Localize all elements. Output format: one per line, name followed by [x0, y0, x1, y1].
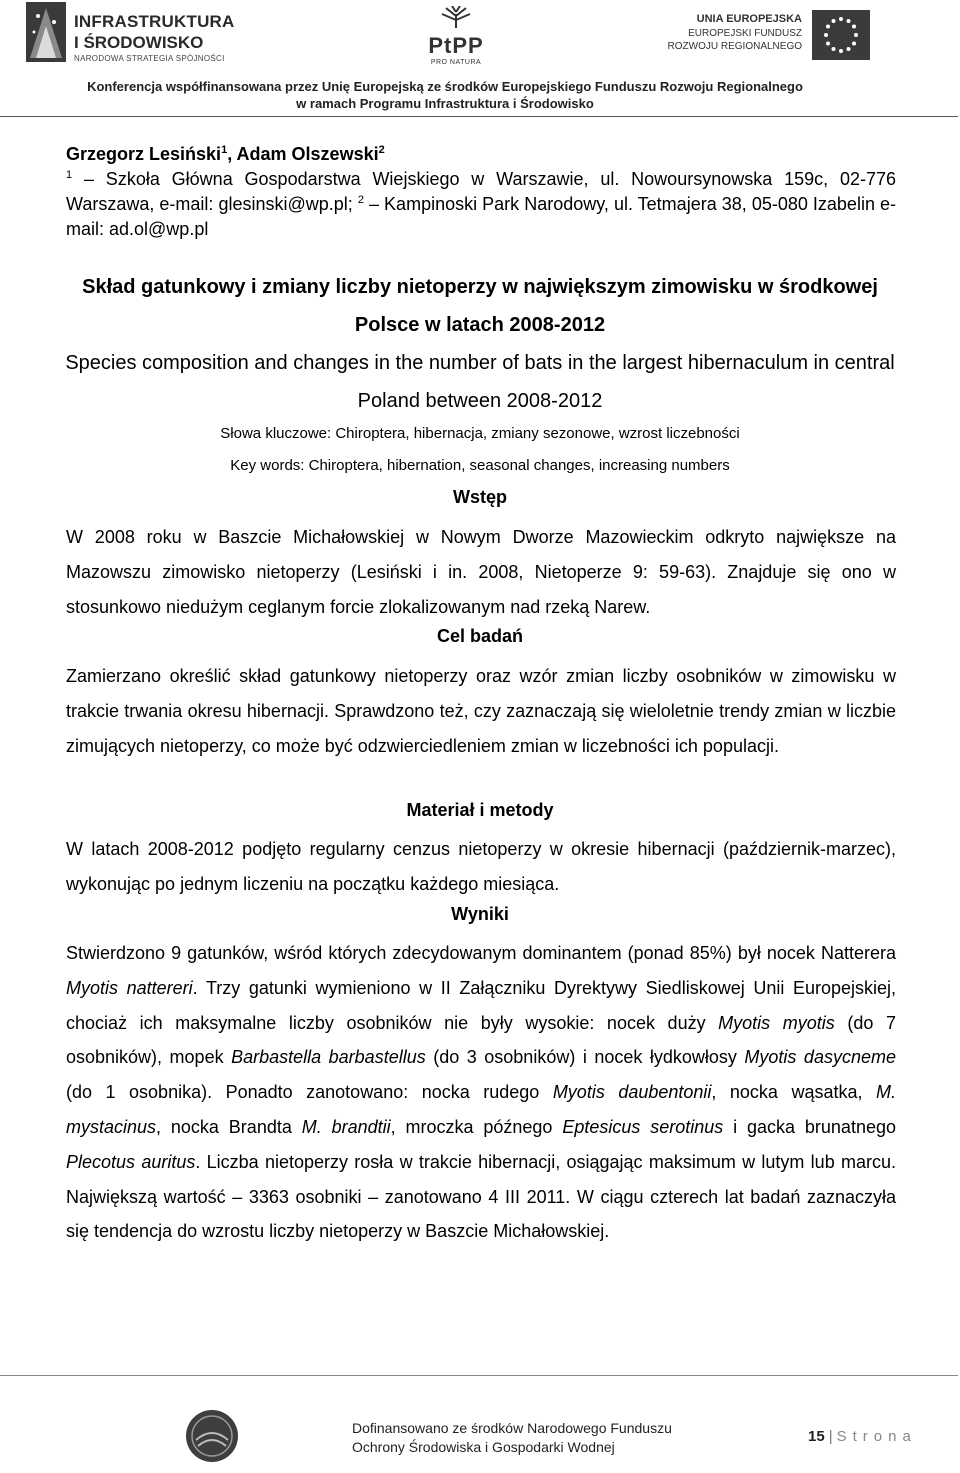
logo-left-line2: I ŚRODOWISKO — [74, 33, 204, 52]
eu-flag-icon — [812, 10, 870, 60]
eu-logo-line2: EUROPEJSKI FUNDUSZ — [688, 28, 802, 39]
author-names — [66, 142, 896, 167]
author-1-sup: 1 — [221, 144, 228, 156]
footer-line-2: Ochrony Środowiska i Gospodarki Wodnej — [352, 1439, 615, 1455]
wyniki-text-4: (do 3 osobników) i nocek łydkowłosy — [425, 1047, 745, 1068]
author-1: Grzegorz Lesiński — [66, 144, 222, 164]
eu-logo-line3: ROZWOJU REGIONALNEGO — [667, 41, 802, 52]
ptpp-tree-icon — [438, 6, 474, 28]
page-number-value: 15 — [808, 1428, 825, 1445]
keywords-polish: Słowa kluczowe: Chiroptera, hibernacja, zmiany sezonowe, wzrost liczebności — [220, 425, 740, 442]
paragraph-wstep: W 2008 roku w Baszcie Michałowskiej w Nowym Dworze Mazowieckim odkryto największe na Mazowszu zimowisko nietoperzy (Lesiński i in. 2008, Nietoperze 9: 59-63). Znajduje się ono w stosunkowo niedużym ceglanym forcie zlokalizowanym nad rzeką Narew. — [66, 527, 896, 617]
conference-line-1: Konferencja współfinansowana przez Unię Europejską ze środków Europejskiego Funduszu Rozwoju Regionalnego — [87, 79, 803, 94]
wyniki-text-5: (do 1 osobnika). Ponadto zanotowano: nocka rudego — [66, 1082, 553, 1103]
paragraph-material-metody: W latach 2008-2012 podjęto regularny cenzus nietoperzy w okresie hibernacji (październik-marzec), wykonując po jednym liczeniu na początku każdego miesiąca. — [66, 839, 896, 894]
title-polish: Skład gatunkowy i zmiany liczby nietoperzy w największym zimowisku w środkowej Polsce w latach 2008-2012 — [82, 276, 878, 336]
paragraph-cel-badan: Zamierzano określić skład gatunkowy nietoperzy oraz wzór zmian liczby osobników w zimowisku w trakcie trwania okresu hibernacji. Sprawdzono też, czy zaznaczają się wieloletnie trendy zmian w liczbie zimujących nietoperzy, co może być odzwierciedleniem zmian w liczebności ich populacji. — [66, 666, 896, 756]
species-name: Plecotus auritus — [66, 1151, 196, 1172]
wyniki-text-3: (do 7 osobników), mopek — [66, 1012, 896, 1068]
wyniki-text-9: i gacka brunatnego — [723, 1116, 896, 1137]
authors-block — [66, 142, 896, 242]
page-label: Strona — [836, 1428, 917, 1445]
affiliation-2: – Kampinoski Park Narodowy, ul. Tetmajera 38, 05-080 Izabelin e-mail: ad.ol@wp.pl — [66, 194, 897, 239]
wyniki-text-8: , mroczka późnego — [390, 1116, 563, 1137]
page-number-separator: | — [828, 1428, 833, 1445]
logo-left-line1: INFRASTRUKTURA — [74, 12, 235, 31]
author-separator: , — [227, 144, 237, 164]
wyniki-text-7: , nocka Brandta — [156, 1116, 302, 1137]
nfosigw-logo-icon — [186, 1410, 238, 1462]
author-2-sup: 2 — [378, 144, 385, 156]
species-name: M. mystacinus — [66, 1082, 896, 1137]
heading-material-metody: Materiał i metody — [406, 800, 554, 820]
author-2: Adam Olszewski — [236, 144, 379, 164]
wyniki-text-1: Stwierdzono 9 gatunków, wśród których zdecydowanym dominantem (ponad 85%) był nocek Natterera — [66, 943, 896, 963]
footer-line-1: Dofinansowano ze środków Narodowego Funduszu — [352, 1420, 672, 1436]
affiliations — [66, 167, 896, 242]
affiliation-1: – Szkoła Główna Gospodarstwa Wiejskiego w Warszawie, ul. Nowoursynowska 159c, 02-776 Warszawa, e-mail: glesinski@wp.pl; — [66, 169, 896, 214]
heading-cel-badan: Cel badań — [436, 626, 524, 646]
heading-wyniki: Wyniki — [451, 904, 509, 924]
ptpp-subtitle: PRO NATURA — [430, 59, 482, 66]
affiliation-1-sup: 1 — [66, 169, 73, 181]
species-name: Myotis daubentonii — [552, 1082, 712, 1103]
wyniki-text-2: . Trzy gatunki wymieniono w II Załączniku Dyrektywy Siedliskowej Unii Europejskiej, chociaż ich maksymalne liczby osobników nie były wysokie: nocek duży — [66, 977, 896, 1033]
paragraph-wyniki — [66, 936, 896, 1249]
infrastruktura-logo — [26, 2, 235, 64]
footer-divider — [0, 1375, 958, 1376]
eu-logo — [667, 8, 870, 63]
species-name: Myotis dasycneme — [744, 1047, 896, 1068]
header-divider — [0, 116, 958, 117]
conference-line-2: w ramach Programu Infrastruktura i Środowisko — [296, 96, 594, 111]
affiliation-2-sup: 2 — [357, 194, 364, 206]
species-name: Barbastella barbastellus — [231, 1047, 426, 1068]
heading-wstep: Wstęp — [453, 487, 507, 507]
wyniki-text-10: . Liczba nietoperzy rosła w trakcie hibernacji, osiągając maksimum w lutym lub marcu. Największą wartość – 3363 osobniki – zanotowano 4 III 2011. W ciągu czterech lat badań zaznaczyła się tendencja do wzrostu liczby nietoperzy w Baszcie Michałowskiej. — [66, 1151, 896, 1242]
eu-logo-line1: UNIA EUROPEJSKA — [696, 13, 802, 25]
wyniki-text-6: , nocka wąsatka, — [711, 1082, 876, 1103]
keywords-english: Key words: Chiroptera, hibernation, seasonal changes, increasing numbers — [230, 457, 730, 474]
infrastruktura-mark-icon — [26, 2, 66, 62]
species-name: Eptesicus serotinus — [562, 1116, 724, 1137]
page-header — [0, 0, 960, 118]
species-name: Myotis myotis — [718, 1012, 835, 1033]
logo-left-line3: NARODOWA STRATEGIA SPÓJNOŚCI — [74, 54, 225, 63]
species-name: M. brandtii — [301, 1116, 391, 1137]
ptpp-mark: PtPP — [428, 33, 484, 58]
page-number — [808, 1428, 917, 1445]
footer-funding-note — [352, 1419, 672, 1457]
species-name: Myotis nattereri — [66, 977, 193, 998]
title-english: Species composition and changes in the number of bats in the largest hibernaculum in central Poland between 2008-2012 — [65, 352, 895, 412]
ptpp-logo — [428, 6, 484, 66]
